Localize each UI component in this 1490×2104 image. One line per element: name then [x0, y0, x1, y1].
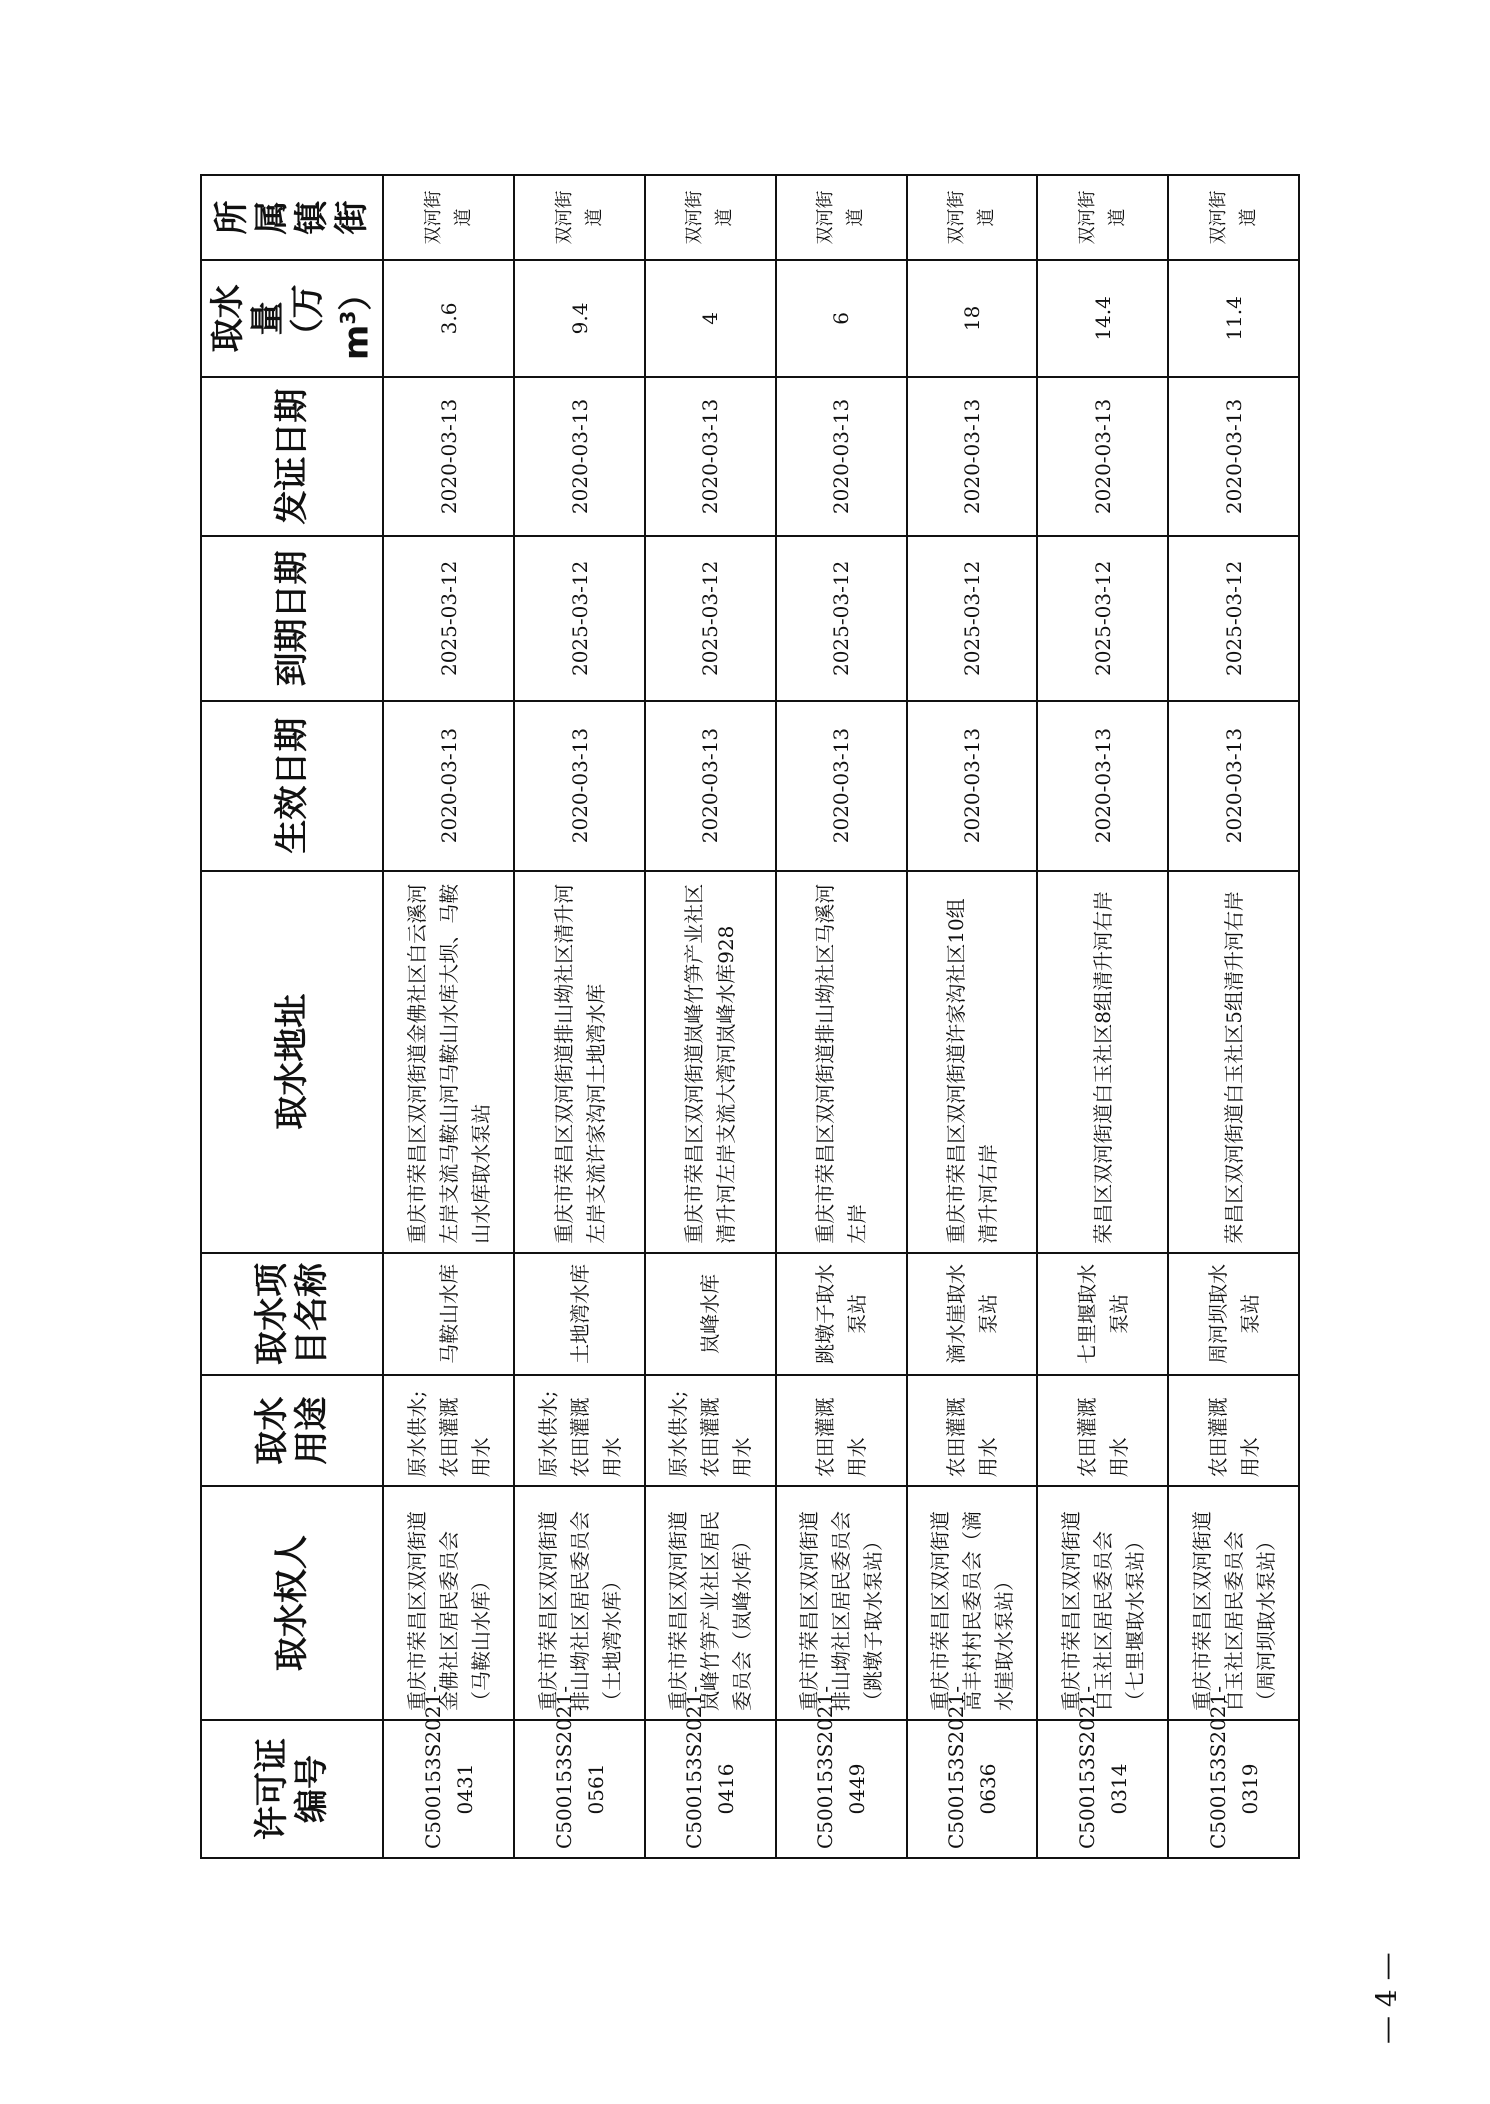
- cell-holder: 重庆市荣昌区双河街道白玉社区居民委员会（周河坝取水泵站）: [1168, 1486, 1299, 1720]
- cell-issued: 2020-03-13: [383, 377, 514, 536]
- cell-use: 农田灌溉用水: [907, 1375, 1038, 1486]
- cell-effective: 2020-03-13: [776, 701, 907, 871]
- cell-expiry: 2025-03-12: [1168, 536, 1299, 701]
- header-quantity: [201, 260, 383, 377]
- cell-project: 马鞍山水库: [383, 1253, 514, 1375]
- cell-holder: 重庆市荣昌区双河街道白玉社区居民委员会（七里堰取水泵站）: [1037, 1486, 1168, 1720]
- cell-project: 跳墩子取水泵站: [776, 1253, 907, 1375]
- header-town: 所属镇街: [201, 175, 383, 260]
- table-row: [383, 175, 514, 1858]
- cell-issued: 2020-03-13: [514, 377, 645, 536]
- cell-code: C500153S2021-0636: [907, 1720, 1038, 1858]
- header-effective: 生效日期: [201, 701, 383, 871]
- cell-project: 土地湾水库: [514, 1253, 645, 1375]
- cell-quantity: 9.4: [514, 260, 645, 377]
- cell-effective: 2020-03-13: [645, 701, 776, 871]
- cell-town: 双河街道: [907, 175, 1038, 260]
- cell-project: 七里堰取水泵站: [1037, 1253, 1168, 1375]
- cell-issued: 2020-03-13: [907, 377, 1038, 536]
- cell-quantity: 18: [907, 260, 1038, 377]
- table-header-row: [201, 175, 383, 1858]
- cell-address: 重庆市荣昌区双河街道许家沟社区10组清升河右岸: [907, 871, 1038, 1253]
- cell-town: 双河街道: [645, 175, 776, 260]
- cell-issued: 2020-03-13: [1037, 377, 1168, 536]
- cell-use: 原水供水;农田灌溉用水: [514, 1375, 645, 1486]
- cell-code: C500153S2021-0314: [1037, 1720, 1168, 1858]
- cell-holder: 重庆市荣昌区双河街道岚峰竹笋产业社区居民委员会（岚峰水库）: [645, 1486, 776, 1720]
- cell-expiry: 2025-03-12: [907, 536, 1038, 701]
- table-row: [907, 175, 1038, 1858]
- table-row: [1168, 175, 1299, 1858]
- cell-code: C500153S2021-0561: [514, 1720, 645, 1858]
- cell-holder: 重庆市荣昌区双河街道高丰村村民委员会（滴水崖取水泵站）: [907, 1486, 1038, 1720]
- cell-address: 重庆市荣昌区双河街道岚峰竹笋产业社区清升河左岸支流大湾河岚峰水库928: [645, 871, 776, 1253]
- cell-issued: 2020-03-13: [1168, 377, 1299, 536]
- cell-code: C500153S2021-0319: [1168, 1720, 1299, 1858]
- cell-holder: 重庆市荣昌区双河街道排山坳社区居民委员会（跳墩子取水泵站）: [776, 1486, 907, 1720]
- cell-effective: 2020-03-13: [383, 701, 514, 871]
- cell-issued: 2020-03-13: [645, 377, 776, 536]
- header-quantity-end: ）: [336, 276, 377, 311]
- cell-quantity: 6: [776, 260, 907, 377]
- header-address: 取水地址: [201, 871, 383, 1253]
- table-row: [1037, 175, 1168, 1858]
- cell-project: 岚峰水库: [645, 1253, 776, 1375]
- cell-use: 原水供水;农田灌溉用水: [645, 1375, 776, 1486]
- cell-town: 双河街道: [383, 175, 514, 260]
- cell-project: 滴水崖取水泵站: [907, 1253, 1038, 1375]
- header-quantity-sup: 3: [336, 310, 360, 325]
- cell-town: 双河街道: [514, 175, 645, 260]
- cell-use: 农田灌溉用水: [1037, 1375, 1168, 1486]
- cell-code: C500153S2021-0416: [645, 1720, 776, 1858]
- cell-expiry: 2025-03-12: [514, 536, 645, 701]
- header-holder: 取水权人: [201, 1486, 383, 1720]
- cell-quantity: 3.6: [383, 260, 514, 377]
- cell-quantity: 14.4: [1037, 260, 1168, 377]
- page-number: — 4 —: [1370, 1952, 1403, 2044]
- cell-address: 重庆市荣昌区双河街道排山坳社区清升河左岸支流许家沟河土地湾水库: [514, 871, 645, 1253]
- cell-address: 荣昌区双河街道白玉社区5组清升河右岸: [1168, 871, 1299, 1253]
- cell-holder: 重庆市荣昌区双河街道金佛社区居民委员会（马鞍山水库）: [383, 1486, 514, 1720]
- cell-quantity: 4: [645, 260, 776, 377]
- header-issued: 发证日期: [201, 377, 383, 536]
- table-row: [514, 175, 645, 1858]
- cell-effective: 2020-03-13: [514, 701, 645, 871]
- cell-town: 双河街道: [1168, 175, 1299, 260]
- cell-effective: 2020-03-13: [1037, 701, 1168, 871]
- cell-code: C500153S2021-0449: [776, 1720, 907, 1858]
- header-quantity-text: 取水量（万m: [208, 284, 377, 361]
- water-permit-table: [200, 174, 1300, 1859]
- cell-code: C500153S2021-0431: [383, 1720, 514, 1858]
- cell-town: 双河街道: [776, 175, 907, 260]
- cell-use: 原水供水;农田灌溉用水: [383, 1375, 514, 1486]
- header-use: 取水用途: [201, 1375, 383, 1486]
- cell-use: 农田灌溉用水: [776, 1375, 907, 1486]
- header-code: 许可证编号: [201, 1720, 383, 1858]
- cell-expiry: 2025-03-12: [645, 536, 776, 701]
- cell-holder: 重庆市荣昌区双河街道排山坳社区居民委员会（土地湾水库）: [514, 1486, 645, 1720]
- cell-expiry: 2025-03-12: [776, 536, 907, 701]
- table-row: [645, 175, 776, 1858]
- header-project: 取水项目名称: [201, 1253, 383, 1375]
- cell-effective: 2020-03-13: [907, 701, 1038, 871]
- cell-expiry: 2025-03-12: [1037, 536, 1168, 701]
- cell-address: 重庆市荣昌区双河街道金佛社区白云溪河左岸支流马鞍山河马鞍山水库大坝、马鞍山水库取水泵站: [383, 871, 514, 1253]
- cell-project: 周河坝取水泵站: [1168, 1253, 1299, 1375]
- table-row: [776, 175, 907, 1858]
- cell-quantity: 11.4: [1168, 260, 1299, 377]
- cell-address: 重庆市荣昌区双河街道排山坳社区马溪河左岸: [776, 871, 907, 1253]
- cell-effective: 2020-03-13: [1168, 701, 1299, 871]
- cell-expiry: 2025-03-12: [383, 536, 514, 701]
- header-expiry: 到期日期: [201, 536, 383, 701]
- cell-use: 农田灌溉用水: [1168, 1375, 1299, 1486]
- cell-address: 荣昌区双河街道白玉社区8组清升河右岸: [1037, 871, 1168, 1253]
- cell-town: 双河街道: [1037, 175, 1168, 260]
- cell-issued: 2020-03-13: [776, 377, 907, 536]
